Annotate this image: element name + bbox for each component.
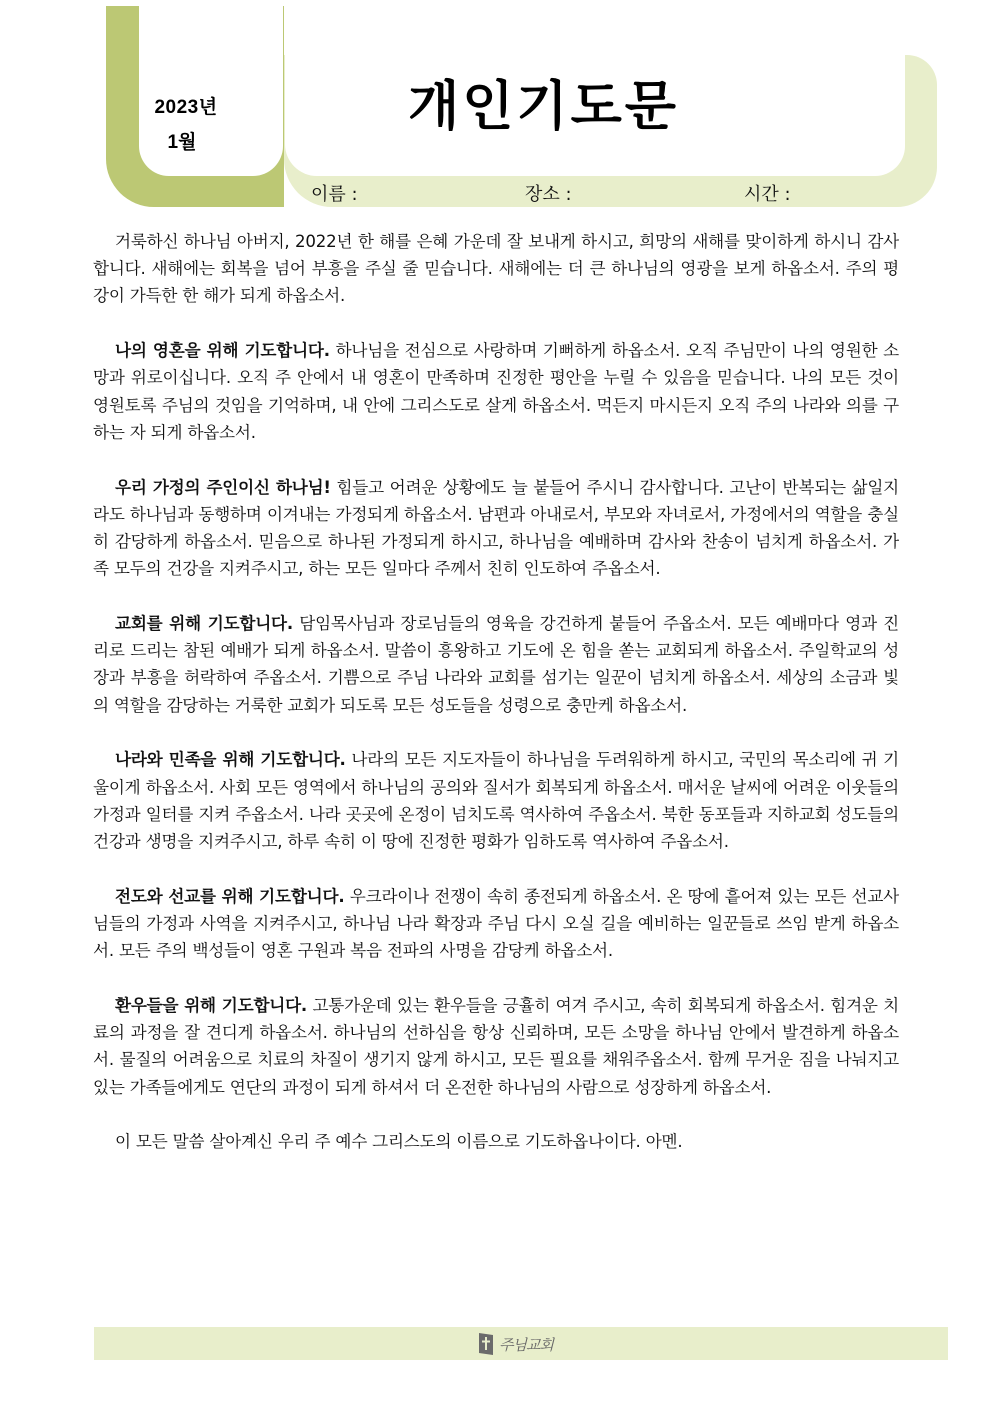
cross-door-icon (478, 1332, 494, 1356)
paragraph-patients (93, 992, 899, 1101)
paragraph-text: 우크라이나 전쟁이 속히 종전되게 하옵소서. 온 땅에 흩어져 있는 모든 선교사님들의 가정과 사역을 지켜주시고, 하나님 나라 확장과 주님 다시 오실 길을 예비하는 일꾼들로 쓰임 받게 하옵소서. 모든 주의 백성들이 영혼 구원과 복음 전파의 사명을 감당케 하옵소서. (93, 886, 899, 961)
paragraph-church (93, 610, 899, 719)
paragraph-heading: 환우들을 위해 기도합니다. (115, 996, 308, 1016)
paragraph-text: 거룩하신 하나님 아버지, 2022년 한 해를 은혜 가운데 잘 보내게 하시고, 희망의 새해를 맞이하게 하시니 감사합니다. 새해에는 회복을 넘어 부흥을 주실 줄 믿습니다. 새해에는 더 큰 하나님의 영광을 보게 하옵소서. 주의 평강이 가득한 한 해가 되게 하옵소서. (93, 232, 899, 306)
paragraph-text: 담임목사님과 장로님들의 영육을 강건하게 붙들어 주옵소서. 모든 예배마다 영과 진리로 드리는 참된 예배가 되게 하옵소서. 말씀이 흥왕하고 기도에 온 힘을 쏟는 교회되게 하옵소서. 주일학교의 성장과 부흥을 허락하여 주옵소서. 기쁨으로 주님 나라와 교회를 섬기는 일꾼이 넘치게 하옵소서. 세상의 소금과 빛의 역할을 감당하는 거룩한 교회가 되도록 모든 성도들을 성령으로 충만케 하옵소서. (93, 614, 899, 715)
paragraph-mission (93, 883, 899, 965)
time-field-label: 시간 : (744, 184, 791, 205)
header-month: 1월 (167, 132, 197, 153)
paragraph-text: 나라의 모든 지도자들이 하나님을 두려워하게 하시고, 국민의 목소리에 귀 기울이게 하옵소서. 사회 모든 영역에서 하나님의 공의와 질서가 회복되게 하옵소서. 매서운 날씨에 어려운 이웃들의 가정과 일터를 지켜 주옵소서. 나라 곳곳에 온정이 넘치도록 역사하여 주옵소서. 북한 동포들과 지하교회 성도들의 건강과 생명을 지켜주시고, 하루 속히 이 땅에 진정한 평화가 임하도록 역사하여 주옵소서. (93, 750, 899, 852)
place-field-label: 장소 : (525, 184, 572, 205)
paragraph-text: 고통가운데 있는 환우들을 긍휼히 여겨 주시고, 속히 회복되게 하옵소서. 힘겨운 치료의 과정을 잘 견디게 하옵소서. 하나님의 선하심을 항상 신뢰하며, 모든 소망을 하나님 안에서 발견하게 하옵소서. 물질의 어려움으로 치료의 차질이 생기지 않게 하시고, 모든 필요를 채워주옵소서. 함께 무거운 짐을 나눠지고 있는 가족들에게도 연단의 과정이 되게 하셔서 더 온전한 하나님의 사람으로 성장하게 하옵소서. (93, 996, 899, 1097)
name-field-label: 이름 : (311, 184, 358, 205)
church-logo (478, 1331, 553, 1357)
paragraph-nation (93, 746, 899, 855)
paragraph-text: 힘들고 어려운 상황에도 늘 붙들어 주시니 감사합니다. 고난이 반복되는 삶일지라도 하나님과 동행하며 이겨내는 가정되게 하옵소서. 남편과 아내로서, 부모와 자녀로서, 가정에서의 역할을 충실히 감당하게 하옵소서. 믿음으로 하나된 가정되게 하시고, 하나님을 예배하며 감사와 찬송이 넘치게 하옵소서. 가족 모두의 건강을 지켜주시고, 하는 모든 일마다 주께서 친히 인도하여 주옵소서. (93, 477, 899, 579)
paragraph-heading: 나라와 민족을 위해 기도합니다. (115, 750, 346, 770)
paragraph-intro (93, 228, 899, 310)
paragraph-family (93, 474, 899, 583)
prayer-body (93, 228, 899, 1183)
paragraph-heading: 우리 가정의 주인이신 하나님! (115, 477, 331, 497)
paragraph-text: 하나님을 전심으로 사랑하며 기뻐하게 하옵소서. 오직 주님만이 나의 영원한 소망과 위로이십니다. 오직 주 안에서 내 영혼이 만족하며 진정한 평안을 누릴 수 있음을 믿습니다. 나의 모든 것이 영원토록 주님의 것임을 기억하며, 내 안에 그리스도로 살게 하옵소서. 먹든지 마시든지 오직 주의 나라와 의를 구하는 자 되게 하옵소서. (93, 341, 899, 442)
paragraph-soul (93, 337, 899, 446)
church-name: 주님교회 (499, 1335, 553, 1354)
paragraph-heading: 나의 영혼을 위해 기도합니다. (115, 341, 330, 361)
paragraph-heading: 교회를 위해 기도합니다. (115, 614, 293, 634)
paragraph-text: 이 모든 말씀 살아계신 우리 주 예수 그리스도의 이름으로 기도하옵나이다. 아멘. (115, 1132, 683, 1152)
header-year: 2023년 (154, 97, 218, 118)
paragraph-closing (93, 1128, 899, 1155)
paragraph-heading: 전도와 선교를 위해 기도합니다. (115, 886, 345, 906)
page-title: 개인기도문 (408, 76, 679, 137)
